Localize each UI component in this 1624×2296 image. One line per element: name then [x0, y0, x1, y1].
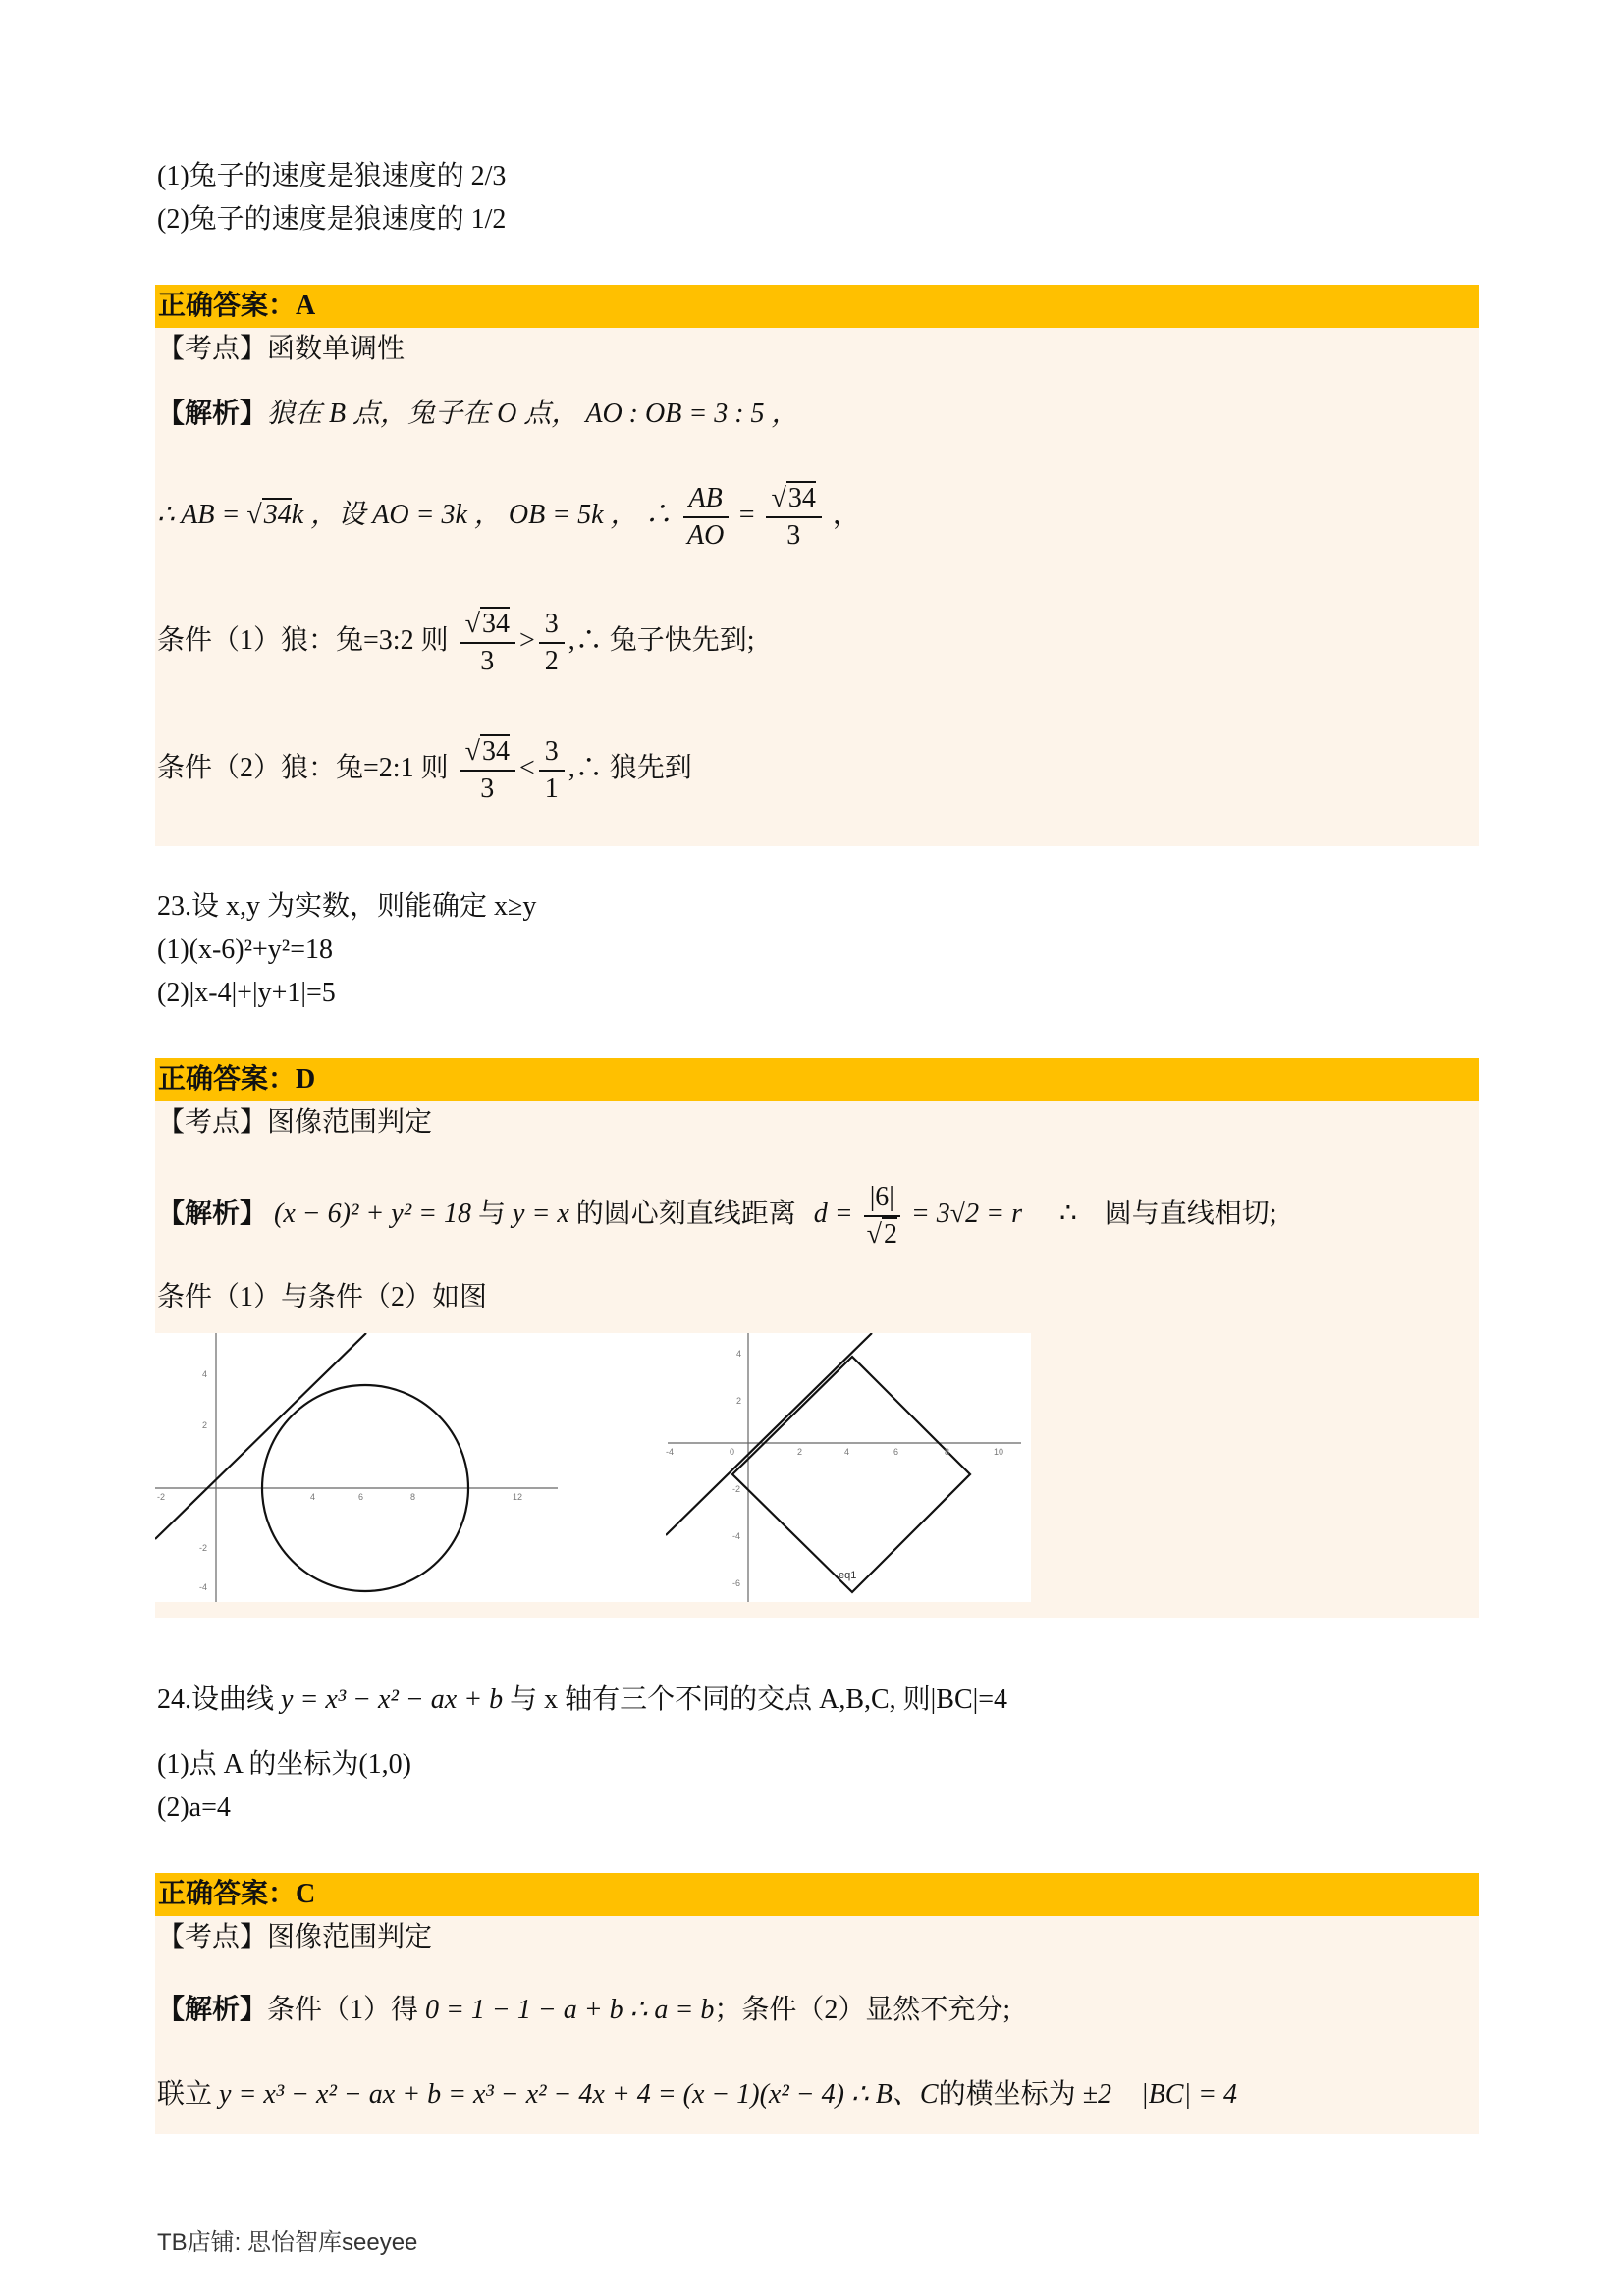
q24-lian-post2: 的横坐标为 [938, 2079, 1076, 2109]
q22-condition-2: (2)兔子的速度是狼速度的 1/2 [157, 204, 507, 235]
q22-condition-2-analysis [157, 732, 692, 807]
line-y-equals-x [666, 1333, 872, 1535]
svg-text:-2: -2 [732, 1484, 741, 1494]
q23-mid1: 与 [478, 1199, 507, 1229]
svg-text:-6: -6 [732, 1578, 741, 1588]
svg-text:-2: -2 [199, 1543, 208, 1553]
q24-answer-bar [155, 1873, 1479, 1916]
q22-line2: ∴ AB = √34k ，设 AO = 3k ， OB = 5k ， ∴ $\frac{AB}{AO}$ = $\frac{√34}{3}$ ， [157, 479, 860, 554]
q22-c1-end: ,∴ 兔子快先到; [568, 625, 755, 656]
q23-answer: 正确答案：D [158, 1064, 316, 1095]
q23-jiexi-label: 【解析】 [157, 1199, 268, 1229]
svg-text:12: 12 [513, 1492, 523, 1502]
q23-answer-bar [155, 1058, 1479, 1101]
q24-stem-eq: y = x³ − x² − ax + b [281, 1684, 504, 1715]
line-y-equals-x [155, 1333, 366, 1539]
svg-text:4: 4 [310, 1492, 316, 1502]
q23-eq1: (x − 6)² + y² = 18 [274, 1199, 471, 1229]
q22-line2-mid: ，设 AO = 3k ， OB = 5k ， ∴ [310, 500, 673, 530]
svg-text:-4: -4 [199, 1582, 208, 1592]
svg-text:2: 2 [202, 1420, 208, 1430]
q22-c2-frac-a: $\frac{√34}{3}$ [460, 734, 515, 807]
svg-text:0: 0 [730, 1447, 735, 1457]
q23-condition-1: (1)(x-6)²+y²=18 [157, 934, 333, 965]
diamond [732, 1357, 970, 1592]
q22-jiexi-text: 狼在 B 点，兔子在 O 点， AO : OB = 3 : 5 ， [267, 399, 799, 429]
svg-text:8: 8 [945, 1447, 950, 1457]
q23-figure-caption: 条件（1）与条件（2）如图 [157, 1282, 488, 1312]
q22-c1-op: > [518, 625, 535, 656]
q22-answer-bar [155, 285, 1479, 328]
q24-jiexi-eq1: 0 = 1 − 1 − a + b ∴ a = b [425, 1995, 715, 2025]
q23-d-post: = 3√2 = r [910, 1199, 1022, 1229]
svg-text:6: 6 [893, 1447, 899, 1457]
q22-c2-end: ,∴ 狼先到 [568, 753, 692, 783]
q24-condition-1: (1)点 A 的坐标为(1,0) [157, 1749, 411, 1780]
q23-eq2: y = x [513, 1199, 569, 1229]
q23-d-pre: d = [813, 1199, 853, 1229]
q23-kaodian: 【考点】图像范围判定 [157, 1107, 433, 1138]
q23-therefore: ∴ [1058, 1199, 1077, 1229]
q24-lian-label: 联立 [157, 2079, 213, 2109]
footer-shop-label: TB店铺: 思怡智库seeyee [157, 2229, 418, 2256]
svg-text:-4: -4 [732, 1531, 741, 1541]
q22-condition-1: (1)兔子的速度是狼速度的 2/3 [157, 161, 507, 191]
q22-jiexi [157, 395, 799, 434]
q24-lian-pm: ±2 [1082, 2079, 1111, 2109]
q22-answer: 正确答案：A [158, 291, 316, 321]
q23-figure-area [155, 1333, 1031, 1602]
q24-lianli [157, 2071, 1237, 2118]
q24-lian-bc: |BC| = 4 [1140, 2079, 1238, 2109]
q22-c2-label: 条件（2）狼：兔=2:1 则 [157, 753, 449, 783]
q22-c2-op: < [518, 753, 535, 783]
q24-jiexi-text1: 条件（1）得 [267, 1995, 419, 2025]
q22-line2-end: ， [832, 500, 860, 530]
q22-kaodian: 【考点】函数单调性 [157, 334, 406, 364]
q22-c1-frac-b: $\frac{3}{2}$ [539, 607, 565, 679]
q23-conclusion: 圆与直线相切; [1104, 1199, 1277, 1229]
q24-lian-eq: y = x³ − x² − ax + b = x³ − x² − 4x + 4 = (x − 1)(x² − 4) [219, 2079, 844, 2109]
q22-line2-sqrt: 34 [263, 500, 292, 530]
q22-condition-1-analysis [157, 605, 755, 679]
svg-text:4: 4 [736, 1349, 742, 1359]
svg-text:4: 4 [844, 1447, 850, 1457]
q22-line2-pre: ∴ AB = [157, 500, 247, 530]
q24-lian-post1: ∴ B、C [850, 2079, 939, 2109]
q24-stem [157, 1677, 1007, 1724]
q24-jiexi [157, 1987, 1010, 2034]
q24-answer: 正确答案：C [158, 1879, 316, 1909]
figure-label: eq1 [839, 1570, 857, 1581]
svg-text:-2: -2 [157, 1492, 166, 1502]
svg-text:6: 6 [358, 1492, 364, 1502]
svg-text:2: 2 [736, 1396, 742, 1406]
svg-text:-4: -4 [666, 1447, 675, 1457]
svg-text:10: 10 [994, 1447, 1004, 1457]
q24-stem-post: 与 x 轴有三个不同的交点 A,B,C, 则|BC|=4 [510, 1684, 1008, 1715]
q22-c2-frac-b: $\frac{3}{1}$ [539, 734, 565, 807]
q23-stem: 23.设 x,y 为实数，则能确定 x≥y [157, 891, 537, 922]
q24-jiexi-label: 【解析】 [157, 1995, 268, 2025]
q22-jiexi-label: 【解析】 [157, 399, 268, 429]
svg-text:4: 4 [202, 1369, 208, 1379]
q22-equals: = [738, 500, 755, 530]
q22-sqrt-fraction: $\frac{√34}{3}$ [766, 481, 822, 554]
q22-ratio-fraction: $\frac{AB}{AO}$ [683, 481, 729, 554]
q24-kaodian: 【考点】图像范围判定 [157, 1922, 433, 1952]
q24-jiexi-text2: ；条件（2）显然不充分; [714, 1995, 1011, 2025]
q23-circle-graph [155, 1333, 568, 1602]
q22-line2-k: k [291, 500, 304, 530]
q23-mid2: 的圆心刻直线距离 [575, 1199, 796, 1229]
q23-diamond-graph [666, 1333, 1078, 1602]
q22-c1-frac-a: $\frac{√34}{3}$ [460, 607, 515, 679]
q23-d-fraction: $\frac{|6|}{√2}$ [864, 1180, 900, 1253]
q23-jiexi [157, 1178, 1277, 1253]
q24-condition-2: (2)a=4 [157, 1792, 231, 1823]
q24-stem-pre: 24.设曲线 [157, 1684, 275, 1715]
svg-text:8: 8 [410, 1492, 416, 1502]
q22-c1-label: 条件（1）狼：兔=3:2 则 [157, 625, 449, 656]
q23-condition-2: (2)|x-4|+|y+1|=5 [157, 978, 336, 1008]
svg-text:2: 2 [797, 1447, 803, 1457]
